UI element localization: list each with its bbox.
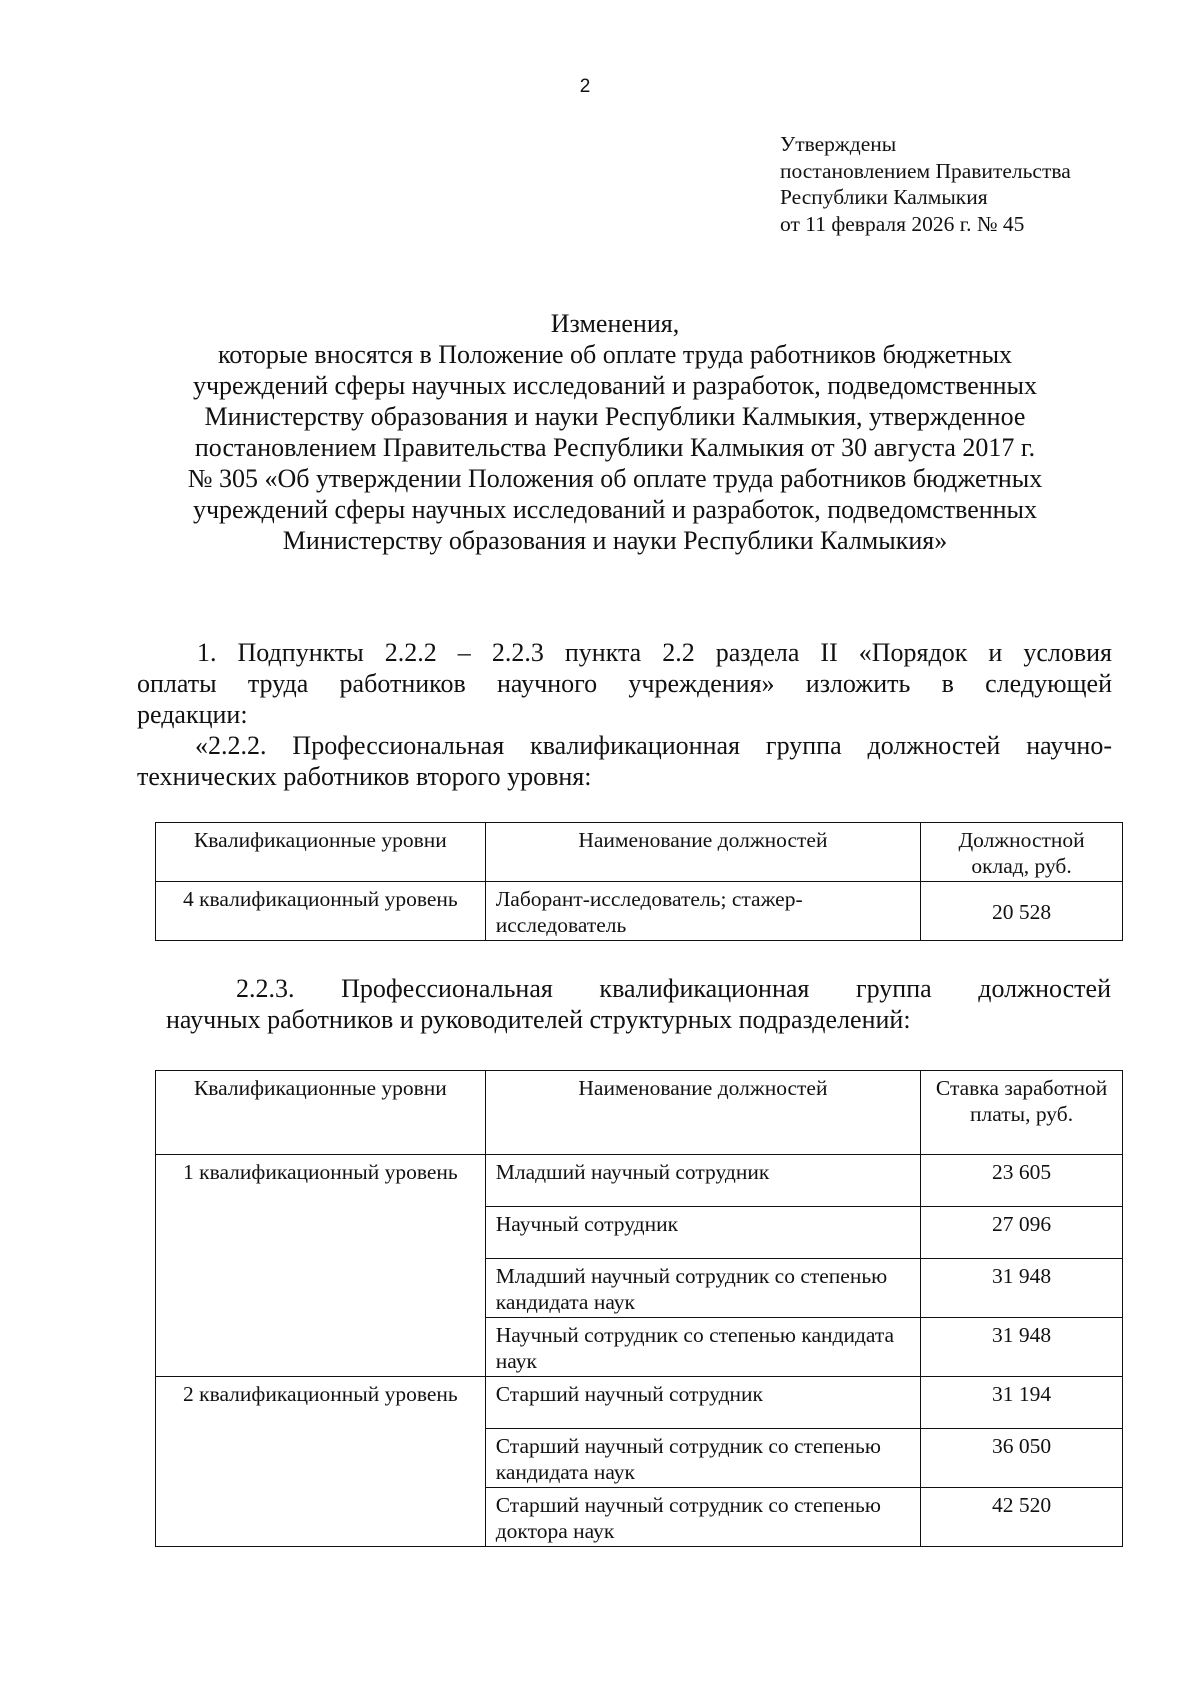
approval-line: постановлением Правительства xyxy=(780,158,1071,183)
paragraph-line: научных работников и руководителей структурных подразделений: xyxy=(166,1005,911,1034)
position-cell: Старший научный сотрудник со степенью кандидата наук xyxy=(485,1429,920,1488)
heading-line: учреждений сферы научных исследований и разработок, подведомственных xyxy=(192,371,1038,400)
approval-line: Республики Калмыкия xyxy=(780,185,988,209)
level-cell xyxy=(156,1488,486,1547)
header-cell: Квалификационные уровни xyxy=(156,1071,486,1155)
table-row xyxy=(156,1429,1123,1488)
salary-cell: 31 948 xyxy=(921,1259,1123,1318)
position-cell: Младший научный сотрудник со степенью кандидата наук xyxy=(485,1259,920,1318)
position-cell: Научный сотрудник со степенью кандидата наук xyxy=(485,1318,920,1377)
table-row xyxy=(156,1377,1123,1429)
table-qualification-group-scientific xyxy=(155,1070,1123,1547)
paragraph-line: 1. Подпункты 2.2.2 – 2.2.3 пункта 2.2 раздела II «Порядок и условия xyxy=(197,638,1112,667)
subsection-222-paragraph xyxy=(137,730,1112,792)
table-header-row xyxy=(156,1071,1123,1155)
subsection-223-paragraph xyxy=(166,973,1111,1035)
salary-cell: 42 520 xyxy=(921,1488,1123,1547)
level-cell xyxy=(156,1318,486,1377)
level-cell: 2 квалификационный уровень xyxy=(156,1377,486,1429)
approval-block xyxy=(780,131,1160,237)
salary-cell: 27 096 xyxy=(921,1207,1123,1259)
approval-line: от 11 февраля 2026 г. № 45 xyxy=(780,211,1025,236)
approval-line: Утверждены xyxy=(780,132,897,156)
heading-line: № 305 «Об утверждении Положения об оплате труда работников бюджетных xyxy=(187,464,1043,493)
position-cell: Старший научный сотрудник xyxy=(485,1377,920,1429)
heading-line: Министерству образования и науки Республики Калмыкия, утвержденное xyxy=(204,402,1026,431)
level-cell xyxy=(156,1429,486,1488)
heading-line: которые вносятся в Положение об оплате труда работников бюджетных xyxy=(217,340,1013,369)
position-cell: Лаборант-исследователь; стажер-исследователь xyxy=(485,882,920,941)
table-row xyxy=(156,1259,1123,1318)
level-cell: 4 квалификационный уровень xyxy=(156,882,486,941)
paragraph-line: технических работников второго уровня: xyxy=(137,762,592,791)
paragraph-line: оплаты труда работников научного учреждения» изложить в следующей xyxy=(137,669,1112,698)
salary-cell: 36 050 xyxy=(921,1429,1123,1488)
salary-cell: 31 948 xyxy=(921,1318,1123,1377)
header-cell: Наименование должностей xyxy=(485,1071,920,1155)
heading-title: Изменения, xyxy=(550,309,680,338)
document-heading xyxy=(150,308,1080,556)
heading-line: Министерству образования и науки Республики Калмыкия» xyxy=(282,526,948,555)
position-cell: Научный сотрудник xyxy=(485,1207,920,1259)
level-cell xyxy=(156,1207,486,1259)
section-1-paragraph xyxy=(137,637,1112,730)
table-row xyxy=(156,1207,1123,1259)
table-row xyxy=(156,1488,1123,1547)
table-row xyxy=(156,882,1123,941)
heading-line: постановлением Правительства Республики Калмыкия от 30 августа 2017 г. xyxy=(194,433,1036,462)
paragraph-line: 2.2.3. Профессиональная квалификационная группа должностей xyxy=(236,974,1111,1003)
table-header-row xyxy=(156,823,1123,882)
salary-cell: 20 528 xyxy=(921,882,1123,941)
header-cell: Ставка заработной платы, руб. xyxy=(921,1071,1123,1155)
paragraph-line: «2.2.2. Профессиональная квалификационная группа должностей научно- xyxy=(195,731,1112,760)
table-qualification-group-2 xyxy=(155,822,1123,941)
salary-cell: 23 605 xyxy=(921,1155,1123,1207)
heading-line: учреждений сферы научных исследований и разработок, подведомственных xyxy=(192,495,1038,524)
level-cell: 1 квалификационный уровень xyxy=(156,1155,486,1207)
paragraph-line: редакции: xyxy=(137,700,248,729)
header-cell: Должностной оклад, руб. xyxy=(921,823,1123,882)
level-cell xyxy=(156,1259,486,1318)
position-cell: Младший научный сотрудник xyxy=(485,1155,920,1207)
page-number: 2 xyxy=(579,76,591,97)
header-cell: Наименование должностей xyxy=(485,823,920,882)
table-row xyxy=(156,1155,1123,1207)
position-cell: Старший научный сотрудник со степенью доктора наук xyxy=(485,1488,920,1547)
salary-cell: 31 194 xyxy=(921,1377,1123,1429)
table-row xyxy=(156,1318,1123,1377)
header-cell: Квалификационные уровни xyxy=(156,823,486,882)
